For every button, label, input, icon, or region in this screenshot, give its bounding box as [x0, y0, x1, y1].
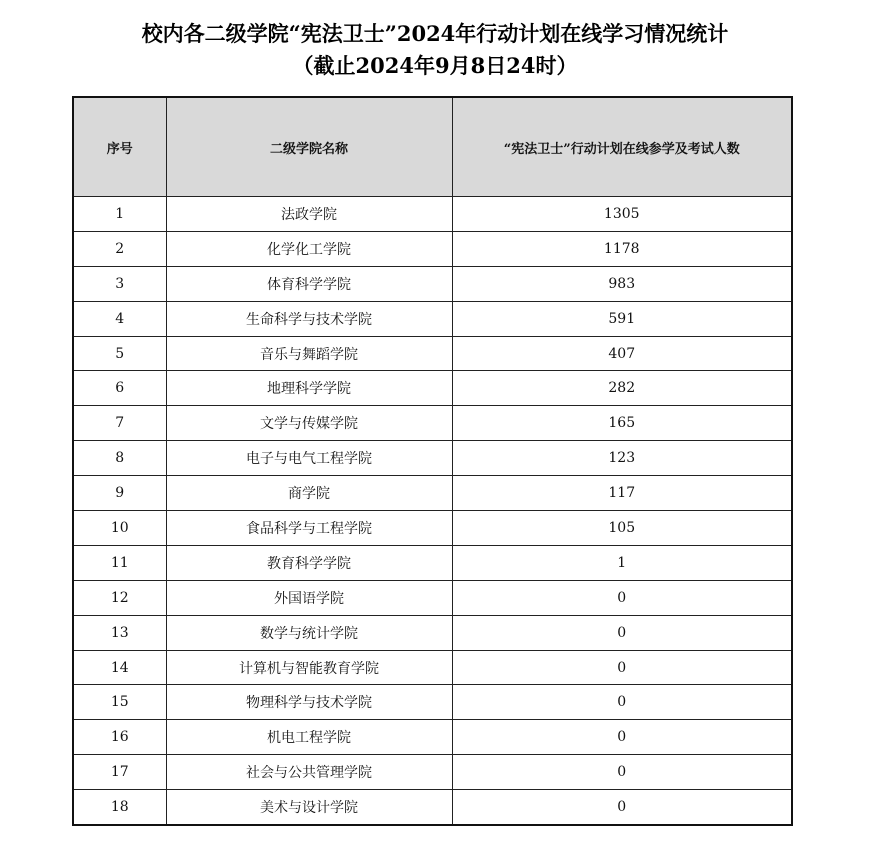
cell-serial-number: 2 — [73, 231, 166, 266]
cell-college-name: 外国语学院 — [166, 580, 452, 615]
cell-participant-count: 0 — [452, 685, 792, 720]
cell-serial-number: 1 — [73, 197, 166, 232]
cell-college-name: 机电工程学院 — [166, 720, 452, 755]
cell-college-name: 商学院 — [166, 476, 452, 511]
cell-participant-count: 105 — [452, 511, 792, 546]
title-line-2: （截止2024年9月8日24时） — [292, 53, 578, 78]
table-row — [73, 336, 792, 371]
cell-college-name: 地理科学学院 — [166, 371, 452, 406]
cell-serial-number: 14 — [73, 650, 166, 685]
table-row — [73, 685, 792, 720]
cell-serial-number: 11 — [73, 545, 166, 580]
cell-serial-number: 7 — [73, 406, 166, 441]
cell-college-name: 食品科学与工程学院 — [166, 511, 452, 546]
header-serial-number: 序号 — [73, 97, 166, 197]
statistics-table — [72, 96, 793, 826]
table-row — [73, 545, 792, 580]
cell-serial-number: 4 — [73, 301, 166, 336]
cell-serial-number: 18 — [73, 790, 166, 825]
cell-participant-count: 117 — [452, 476, 792, 511]
header-participant-count: “宪法卫士”行动计划在线参学及考试人数 — [452, 97, 792, 197]
cell-college-name: 计算机与智能教育学院 — [166, 650, 452, 685]
cell-college-name: 体育科学学院 — [166, 266, 452, 301]
cell-participant-count: 1 — [452, 545, 792, 580]
table-row — [73, 476, 792, 511]
document-title — [0, 18, 870, 82]
cell-serial-number: 5 — [73, 336, 166, 371]
table-row — [73, 266, 792, 301]
cell-participant-count: 407 — [452, 336, 792, 371]
cell-participant-count: 0 — [452, 790, 792, 825]
table-row — [73, 231, 792, 266]
table-row — [73, 790, 792, 825]
cell-participant-count: 0 — [452, 615, 792, 650]
header-college-name: 二级学院名称 — [166, 97, 452, 197]
cell-serial-number: 3 — [73, 266, 166, 301]
header-row — [73, 97, 792, 197]
cell-participant-count: 983 — [452, 266, 792, 301]
cell-participant-count: 282 — [452, 371, 792, 406]
cell-college-name: 数学与统计学院 — [166, 615, 452, 650]
cell-serial-number: 8 — [73, 441, 166, 476]
table-row — [73, 580, 792, 615]
cell-participant-count: 1305 — [452, 197, 792, 232]
table-row — [73, 406, 792, 441]
cell-college-name: 物理科学与技术学院 — [166, 685, 452, 720]
cell-serial-number: 9 — [73, 476, 166, 511]
cell-college-name: 文学与传媒学院 — [166, 406, 452, 441]
table-row — [73, 615, 792, 650]
cell-participant-count: 0 — [452, 650, 792, 685]
cell-college-name: 电子与电气工程学院 — [166, 441, 452, 476]
cell-serial-number: 17 — [73, 755, 166, 790]
cell-participant-count: 0 — [452, 720, 792, 755]
cell-participant-count: 123 — [452, 441, 792, 476]
cell-serial-number: 6 — [73, 371, 166, 406]
cell-participant-count: 165 — [452, 406, 792, 441]
cell-college-name: 美术与设计学院 — [166, 790, 452, 825]
cell-serial-number: 15 — [73, 685, 166, 720]
table-row — [73, 755, 792, 790]
cell-participant-count: 1178 — [452, 231, 792, 266]
cell-serial-number: 16 — [73, 720, 166, 755]
cell-participant-count: 0 — [452, 580, 792, 615]
cell-college-name: 法政学院 — [166, 197, 452, 232]
table-row — [73, 301, 792, 336]
cell-college-name: 生命科学与技术学院 — [166, 301, 452, 336]
title-line-1: 校内各二级学院“宪法卫士”2024年行动计划在线学习情况统计 — [141, 21, 729, 46]
cell-participant-count: 0 — [452, 755, 792, 790]
cell-serial-number: 12 — [73, 580, 166, 615]
cell-college-name: 社会与公共管理学院 — [166, 755, 452, 790]
cell-serial-number: 13 — [73, 615, 166, 650]
table-row — [73, 511, 792, 546]
cell-college-name: 音乐与舞蹈学院 — [166, 336, 452, 371]
table-row — [73, 720, 792, 755]
table-body — [73, 197, 792, 826]
cell-college-name: 化学化工学院 — [166, 231, 452, 266]
cell-college-name: 教育科学学院 — [166, 545, 452, 580]
cell-serial-number: 10 — [73, 511, 166, 546]
table-header — [73, 97, 792, 197]
table-row — [73, 371, 792, 406]
cell-participant-count: 591 — [452, 301, 792, 336]
table-row — [73, 197, 792, 232]
table-row — [73, 441, 792, 476]
table-row — [73, 650, 792, 685]
